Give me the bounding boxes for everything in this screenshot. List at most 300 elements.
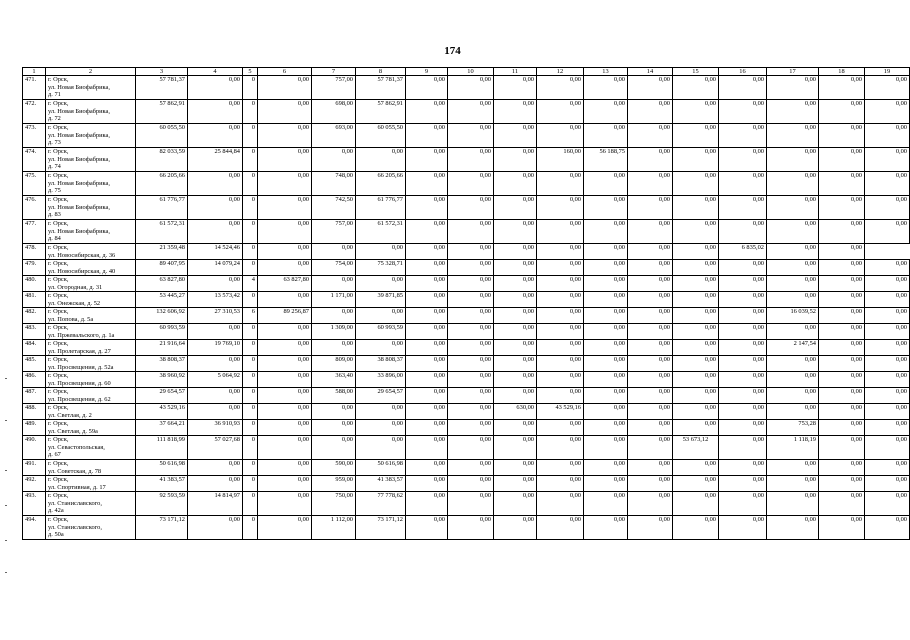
value-cell: 0,00 [258,244,312,260]
value-cell: 0,00 [312,420,356,436]
value-cell: 0,00 [819,292,865,308]
value-cell: 0,00 [767,196,819,220]
value-cell: 0 [243,388,258,404]
value-cell: 13 573,42 [188,292,243,308]
value-cell: 0,00 [584,308,628,324]
row-number-cell: 484. [23,340,46,356]
value-cell: 16 039,52 [767,308,819,324]
value-cell: 0,00 [494,148,537,172]
address-line: ул. Новая Биофабрика, [48,227,110,235]
value-cell: 0,00 [258,476,312,492]
column-number-cell: 1 [23,68,46,76]
value-cell: 0,00 [406,356,448,372]
address-line: ул. Попова, д. 5а [48,315,94,323]
value-cell: 0,00 [448,436,494,460]
column-number-cell: 8 [356,68,406,76]
value-cell: 0,00 [494,76,537,100]
value-cell: 0,00 [719,492,767,516]
table-row [23,76,910,100]
value-cell: 0,00 [406,324,448,340]
value-cell: 0,00 [628,476,673,492]
value-cell: 0,00 [406,516,448,540]
address-line: ул. Светлая, д. 59а [48,427,98,435]
value-cell: 0,00 [448,260,494,276]
value-cell: 0,00 [448,308,494,324]
value-cell: 0,00 [448,420,494,436]
value-cell: 0,00 [258,148,312,172]
value-cell: 0,00 [258,516,312,540]
value-cell: 89 256,87 [258,308,312,324]
data-table [22,67,910,540]
value-cell: 0,00 [673,388,719,404]
column-number-cell: 18 [819,68,865,76]
value-cell: 0,00 [448,76,494,100]
table-row [23,436,910,460]
value-cell: 0,00 [494,100,537,124]
value-cell: 0,00 [767,492,819,516]
value-cell: 29 654,57 [356,388,406,404]
value-cell: 0 [243,356,258,372]
value-cell: 0,00 [673,148,719,172]
value-cell: 0,00 [819,148,865,172]
value-cell: 0,00 [865,516,910,540]
value-cell: 0,00 [494,516,537,540]
value-cell: 0,00 [767,76,819,100]
value-cell: 0,00 [628,292,673,308]
value-cell: 60 055,50 [136,124,188,148]
address-line: г. Орск, [48,172,69,180]
value-cell: 0 [243,420,258,436]
address-line: ул. Новая Биофабрика, [48,203,110,211]
value-cell: 0,00 [628,516,673,540]
table-row [23,196,910,220]
value-cell: 0,00 [406,148,448,172]
value-cell: 0,00 [448,388,494,404]
value-cell: 0,00 [537,220,584,244]
value-cell: 0,00 [719,260,767,276]
value-cell: 38 960,92 [136,372,188,388]
value-cell: 0,00 [628,100,673,124]
column-number-cell: 15 [673,68,719,76]
value-cell: 53 445,27 [136,292,188,308]
address-cell [46,420,136,436]
value-cell: 0,00 [767,476,819,492]
value-cell: 0,00 [584,244,628,260]
value-cell: 0,00 [258,220,312,244]
value-cell: 0,00 [719,388,767,404]
value-cell: 0,00 [258,292,312,308]
value-cell: 0,00 [494,244,537,260]
value-cell: 0,00 [767,276,819,292]
value-cell: 57 781,37 [356,76,406,100]
value-cell: 0,00 [188,388,243,404]
value-cell: 0,00 [584,220,628,244]
value-cell: 0,00 [819,76,865,100]
address-line: г. Орск, [48,460,69,468]
value-cell: 698,00 [312,100,356,124]
value-cell: 0,00 [188,276,243,292]
value-cell: 0,00 [584,436,628,460]
value-cell: 1 171,00 [312,292,356,308]
address-cell [46,276,136,292]
value-cell: 14 524,46 [188,244,243,260]
value-cell: 0,00 [719,476,767,492]
table-row [23,260,910,276]
address-line: ул. Советская, д. 78 [48,467,102,475]
column-number-cell: 19 [865,68,910,76]
value-cell: 73 171,12 [136,516,188,540]
value-cell: 0,00 [406,460,448,476]
value-cell: 0,00 [448,404,494,420]
value-cell: 0,00 [865,276,910,292]
row-number-cell: 474. [23,148,46,172]
value-cell: 0,00 [584,260,628,276]
value-cell: 0,00 [406,340,448,356]
table-row [23,324,910,340]
value-cell: 0,00 [719,148,767,172]
value-cell: 0 [243,260,258,276]
address-cell [46,492,136,516]
value-cell: 0 [243,100,258,124]
value-cell: 0,00 [673,260,719,276]
value-cell: 0,00 [258,260,312,276]
address-line: г. Орск, [48,196,69,204]
value-cell: 89 407,95 [136,260,188,276]
address-line: г. Орск, [48,356,69,364]
value-cell: 0,00 [448,100,494,124]
value-cell: 0 [243,172,258,196]
value-cell: 0,00 [537,244,584,260]
table-row [23,124,910,148]
column-number-cell: 7 [312,68,356,76]
value-cell: 0,00 [584,404,628,420]
value-cell: 0 [243,476,258,492]
value-cell: 21 359,48 [136,244,188,260]
value-cell: 0 [243,436,258,460]
value-cell: 0,00 [356,148,406,172]
value-cell: 753,28 [767,420,819,436]
value-cell: 0,00 [448,324,494,340]
value-cell: 0,00 [628,420,673,436]
value-cell: 0,00 [448,356,494,372]
address-line: г. Орск, [48,420,69,428]
value-cell: 41 383,57 [356,476,406,492]
value-cell: 0,00 [628,404,673,420]
value-cell: 50 616,98 [136,460,188,476]
value-cell: 0,00 [719,124,767,148]
value-cell: 0,00 [584,172,628,196]
row-number-cell: 482. [23,308,46,324]
column-number-cell: 3 [136,68,188,76]
column-number-cell: 16 [719,68,767,76]
value-cell: 0,00 [188,404,243,420]
value-cell: 0,00 [312,404,356,420]
value-cell: 0,00 [494,340,537,356]
value-cell: 0,00 [258,124,312,148]
value-cell: 742,50 [312,196,356,220]
value-cell: 0,00 [673,220,719,244]
value-cell: 0,00 [312,308,356,324]
value-cell: 61 776,77 [356,196,406,220]
value-cell: 0,00 [406,260,448,276]
value-cell: 0,00 [767,460,819,476]
value-cell: 0,00 [628,492,673,516]
value-cell: 0 [243,340,258,356]
value-cell: 0,00 [537,372,584,388]
value-cell: 0,00 [628,148,673,172]
value-cell: 0,00 [494,276,537,292]
value-cell: 61 776,77 [136,196,188,220]
value-cell: 0,00 [719,172,767,196]
value-cell: 0,00 [312,148,356,172]
address-cell [46,476,136,492]
table-row [23,516,910,540]
value-cell: 693,00 [312,124,356,148]
value-cell: 57 862,91 [356,100,406,124]
value-cell: 0,00 [719,308,767,324]
value-cell: 0,00 [719,292,767,308]
value-cell: 0,00 [719,276,767,292]
value-cell: 0,00 [537,76,584,100]
value-cell: 0,00 [719,516,767,540]
value-cell: 0,00 [673,340,719,356]
row-number-cell: 491. [23,460,46,476]
value-cell: 0,00 [494,292,537,308]
value-cell: 0,00 [258,324,312,340]
value-cell: 0,00 [258,404,312,420]
value-cell: 38 808,37 [136,356,188,372]
value-cell: 630,00 [494,404,537,420]
value-cell: 0,00 [628,324,673,340]
value-cell: 0,00 [188,196,243,220]
value-cell: 111 818,99 [136,436,188,460]
address-line: ул. Пролетарская, д. 27 [48,347,111,355]
value-cell: 0,00 [537,124,584,148]
value-cell: 33 896,00 [356,372,406,388]
address-line: д. 74 [48,163,61,171]
value-cell: 0,00 [584,276,628,292]
row-number-cell: 489. [23,420,46,436]
value-cell: 0,00 [819,460,865,476]
value-cell: 92 593,59 [136,492,188,516]
value-cell: 0,00 [767,100,819,124]
value-cell: 0,00 [767,404,819,420]
table-row [23,100,910,124]
value-cell: 0,00 [628,220,673,244]
value-cell: 0,00 [188,516,243,540]
table-row [23,148,910,172]
address-line: д. 42а [48,507,64,515]
value-cell: 0,00 [673,356,719,372]
value-cell: 0,00 [767,148,819,172]
address-line: ул. Новая Биофабрика, [48,131,110,139]
table-row [23,420,910,436]
table-row [23,276,910,292]
value-cell: 0,00 [865,436,910,460]
value-cell: 0,00 [494,172,537,196]
value-cell: 0,00 [494,196,537,220]
address-line: д. 84 [48,235,61,243]
value-cell: 0,00 [584,76,628,100]
value-cell: 0,00 [406,124,448,148]
row-number-cell: 481. [23,292,46,308]
value-cell: 132 606,92 [136,308,188,324]
value-cell: 0,00 [767,220,819,244]
value-cell: 41 383,57 [136,476,188,492]
column-number-cell: 5 [243,68,258,76]
value-cell: 0,00 [406,196,448,220]
value-cell: 0,00 [537,196,584,220]
value-cell: 0,00 [494,308,537,324]
value-cell: 0 [243,404,258,420]
value-cell: 590,00 [312,460,356,476]
value-cell: 0,00 [819,404,865,420]
value-cell: 0,00 [494,220,537,244]
value-cell: 959,00 [312,476,356,492]
value-cell: 0,00 [188,460,243,476]
value-cell: 73 171,12 [356,516,406,540]
value-cell: 0 [243,292,258,308]
value-cell: 0,00 [584,340,628,356]
value-cell: 0,00 [258,436,312,460]
address-line: ул. Огородная, д. 31 [48,283,103,291]
value-cell: 0,00 [537,492,584,516]
address-cell [46,124,136,148]
value-cell: 0,00 [865,308,910,324]
column-number-cell: 2 [46,68,136,76]
value-cell: 0,00 [494,372,537,388]
value-cell: 43 529,16 [537,404,584,420]
value-cell: 63 827,80 [136,276,188,292]
value-cell: 0,00 [865,460,910,476]
value-cell: 57 027,68 [188,436,243,460]
value-cell: 0,00 [673,476,719,492]
value-cell: 0,00 [767,372,819,388]
value-cell: 0,00 [448,516,494,540]
value-cell: 0,00 [673,172,719,196]
value-cell: 0 [243,220,258,244]
value-cell: 0,00 [865,292,910,308]
address-cell [46,196,136,220]
value-cell: 82 033,59 [136,148,188,172]
address-line: ул. Новая Биофабрика, [48,179,110,187]
value-cell: 1 112,00 [312,516,356,540]
value-cell: 0,00 [537,388,584,404]
value-cell: 0,00 [258,340,312,356]
value-cell: 0,00 [865,220,910,244]
value-cell: 0,00 [584,196,628,220]
value-cell: 0,00 [406,220,448,244]
value-cell: 0,00 [312,276,356,292]
scan-edge-mark [5,505,7,506]
row-number-cell: 473. [23,124,46,148]
value-cell: 0,00 [673,308,719,324]
value-cell: 748,00 [312,172,356,196]
value-cell: 60 993,59 [136,324,188,340]
address-cell [46,148,136,172]
value-cell: 0,00 [865,372,910,388]
value-cell: 0 [243,460,258,476]
row-number-cell: 485. [23,356,46,372]
value-cell: 0,00 [356,308,406,324]
value-cell: 0,00 [406,492,448,516]
address-line: ул. Новосибирская, д. 40 [48,267,116,275]
row-number-cell: 493. [23,492,46,516]
value-cell: 0,00 [406,276,448,292]
address-cell [46,516,136,540]
value-cell: 0,00 [819,196,865,220]
value-cell: 14 814,97 [188,492,243,516]
value-cell: 0,00 [448,372,494,388]
value-cell: 0,00 [865,124,910,148]
value-cell: 0,00 [258,420,312,436]
value-cell: 0,00 [584,460,628,476]
table-row [23,476,910,492]
value-cell: 0,00 [448,196,494,220]
value-cell: 75 328,71 [356,260,406,276]
value-cell: 0,00 [767,324,819,340]
value-cell: 0,00 [819,356,865,372]
address-cell [46,76,136,100]
value-cell: 57 781,37 [136,76,188,100]
value-cell: 2 147,54 [767,340,819,356]
address-cell [46,172,136,196]
value-cell: 0,00 [673,460,719,476]
value-cell: 0,00 [258,460,312,476]
table-row [23,220,910,244]
value-cell: 0,00 [448,460,494,476]
value-cell: 0,00 [584,516,628,540]
address-line: ул. Новая Биофабрика, [48,155,110,163]
address-line: г. Орск, [48,244,69,252]
value-cell: 0,00 [865,388,910,404]
address-line: д. 72 [48,115,61,123]
value-cell: 21 916,64 [136,340,188,356]
address-line: г. Орск, [48,292,69,300]
address-line: д. 75 [48,187,61,195]
address-line: д. 73 [48,139,61,147]
value-cell: 0,00 [819,324,865,340]
value-cell: 0 [243,492,258,516]
table-row [23,492,910,516]
value-cell: 0,00 [628,308,673,324]
column-number-cell: 4 [188,68,243,76]
value-cell: 0,00 [312,436,356,460]
value-cell: 60 055,50 [356,124,406,148]
value-cell: 0,00 [865,476,910,492]
table-row [23,172,910,196]
address-line: г. Орск, [48,260,69,268]
address-cell [46,308,136,324]
value-cell: 4 [243,276,258,292]
value-cell: 0,00 [628,172,673,196]
value-cell: 0,00 [628,76,673,100]
value-cell: 0 [243,244,258,260]
value-cell: 0,00 [537,356,584,372]
value-cell: 0,00 [865,148,910,172]
value-cell: 0,00 [537,476,584,492]
value-cell: 36 910,93 [188,420,243,436]
value-cell: 0,00 [865,172,910,196]
value-cell: 0,00 [188,356,243,372]
value-cell: 0,00 [673,100,719,124]
value-cell: 0,00 [188,172,243,196]
address-line: д. 83 [48,211,61,219]
value-cell: 0,00 [719,196,767,220]
value-cell: 0,00 [673,276,719,292]
value-cell: 0,00 [312,244,356,260]
value-cell: 0,00 [865,420,910,436]
